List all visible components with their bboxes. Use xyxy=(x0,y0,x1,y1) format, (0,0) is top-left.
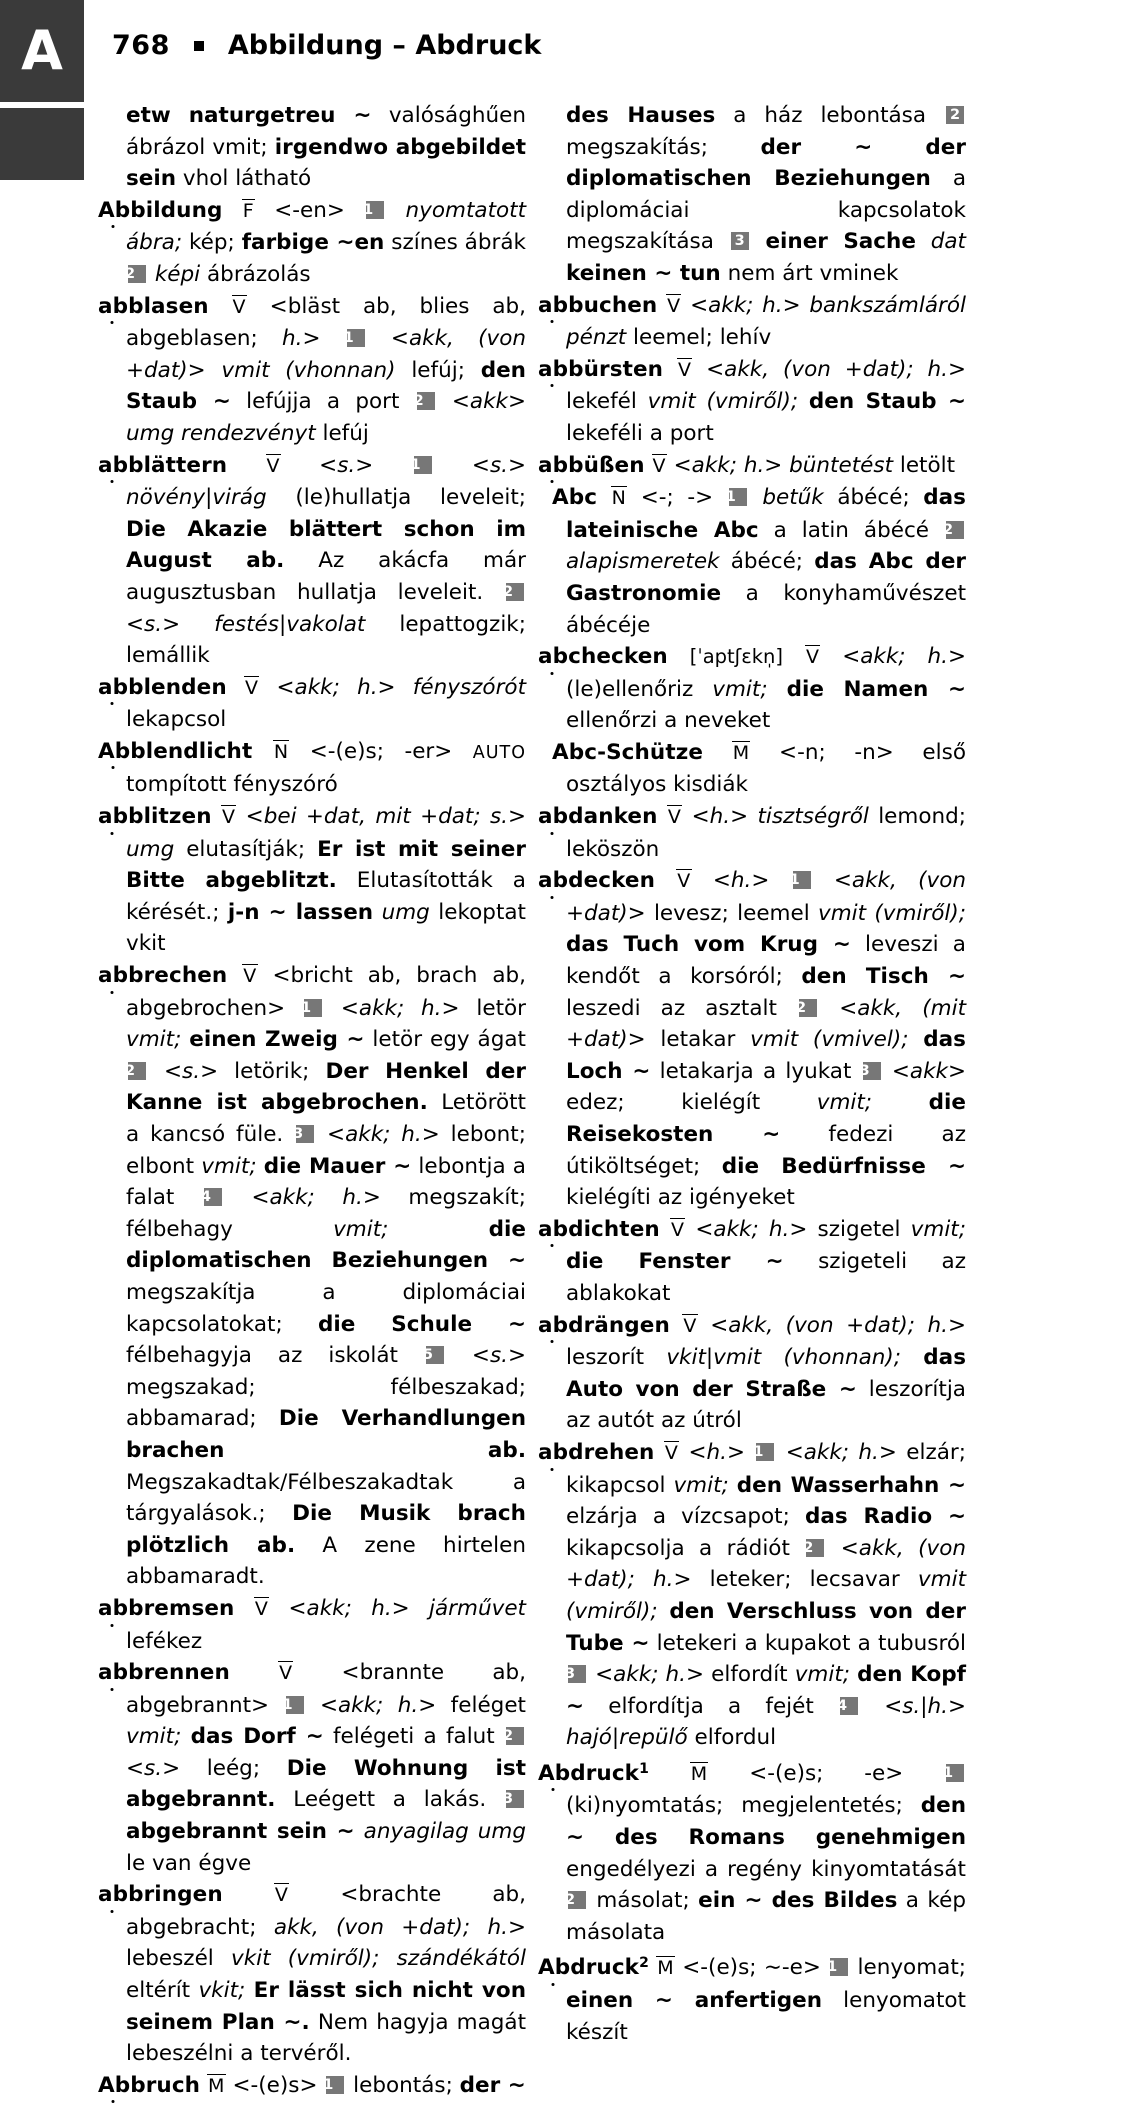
running-head xyxy=(112,30,1104,61)
dictionary-entry: abbürsten V <akk, (von +dat); h.> lekefél vmit (vmiről); den Staub ~ lekeféli a port xyxy=(538,356,966,446)
dictionary-entry: Abbruch M <-(e)s> 1 lebontás; der ~ xyxy=(112,2070,526,2103)
left-column xyxy=(98,100,527,2102)
dictionary-entry: abblasen V <bläst ab, blies ab, abgeblasen; h.> 1 <akk, (von +dat)> vmit (vhonnan) lefúj; den Staub ~ lefújja a port 2 <akk> umg rendezvényt lefúj xyxy=(98,293,526,446)
dictionary-entry: Abdruck$^1$ M <-(e)s; -e> 1 (ki)nyomtatás; megjelentetés; den ~ des Romans genehmigen engedélyezi a regény kinyomtatását 2 másolat; ein ~ des Bildes a kép másolata xyxy=(552,1754,966,1949)
right-column xyxy=(538,100,967,2102)
dictionary-entry: abchecken [ˈaptʃɛkn̩] V <akk; h.> (le)ellenőriz vmit; die Namen ~ ellenőrzi a neveket xyxy=(538,644,967,734)
dictionary-entry: abdrehen V <h.> 1 <akk; h.> elzár; kikapcsol vmit; den Wasserhahn ~ elzárja a vízcsapot; das Radio ~ kikapcsolja a rádiót 2 <akk, (von +dat); h.> leteker; lecsavar vmit (vmiről); den Verschluss von der Tube ~ letekeri a kupakot a tubusról 3 <akk; h.> elfordít vmit; den Kopf ~ elfordítja a fejét 4 <s.|h.> hajó|repülő elfordul xyxy=(538,1439,966,1751)
dictionary-entry: abdanken V <h.> tisztségről lemond; leköszön xyxy=(538,804,967,862)
dictionary-entry: abbüßen V <akk; h.> büntetést letölt xyxy=(538,452,956,478)
dictionary-entry: abdichten V <akk; h.> szigetel vmit; die Fenster ~ szigeteli az ablakokat xyxy=(538,1216,966,1306)
dictionary-entry: abbuchen V <akk; h.> bankszámláról pénzt leemel; lehív xyxy=(538,292,966,351)
dictionary-entry: abdecken V <h.> 1 <akk, (von +dat)> levesz; leemel vmit (vmiről); das Tuch vom Krug ~ leveszi a kendőt a korsóról; den Tisch ~ leszedi az asztalt 2 <akk, (mit +dat)> letakar vmit (vmivel); das Loch ~ letakarja a lyukat 3 <akk> edez; kielégít vmit; die Reisekosten ~ fedezi az útiköltséget; die Bedürfnisse ~ kielégíti az igényeket xyxy=(538,868,967,1211)
dictionary-entry: Abblendlicht N <-(e)s; -er> AUTO tompított fényszóró xyxy=(112,736,526,801)
dictionary-entry: Abc-Schütze M <-n; -n> első osztályos kisdiák xyxy=(552,739,966,798)
thumb-index-bar xyxy=(0,108,84,180)
dictionary-entry: abbremsen V <akk; h.> járművet lefékez xyxy=(98,1595,526,1654)
dictionary-entry: abdrängen V <akk, (von +dat); h.> leszorít vkit|vmit (vhonnan); das Auto von der Straße ~ leszorítja az autót az útról xyxy=(538,1312,966,1434)
dictionary-entry: Abbildung F <-en> 1 nyomtatott ábra; kép; farbige ~en színes ábrák 2 képi ábrázolás xyxy=(112,195,526,291)
dictionary-entry: Abdruck$^2$ M <-(e)s; ∼-e> 1 lenyomat; einen ~ anfertigen lenyomatot készít xyxy=(552,1948,966,2048)
dictionary-body xyxy=(98,100,1112,2102)
dictionary-entry: Abc N <-; -> 1 betűk ábécé; das lateinische Abc a latin ábécé 2 alapismeretek ábécé; das Abc der Gastronomie a konyhaművészet ábécéje xyxy=(552,485,966,638)
page-number: 768 xyxy=(112,30,170,61)
thumb-index-letter: A xyxy=(0,0,84,102)
dictionary-entry: abbringen V <brachte ab, abgebracht; akk, (von +dat); h.> lebeszél vkit (vmiről); szándékától eltérít vkit; Er lässt sich nicht von seinem Plan ~. Nem hagyja magát lebeszélni a tervéről. xyxy=(98,1882,526,2067)
entry-continuation: des Hauses a ház lebontása 2 megszakítás; der ~ der diplomatischen Beziehungen a diplomáciai kapcsolatok megszakítása 3 einer Sache dat keinen ~ tun nem árt vminek xyxy=(566,103,966,286)
header-separator-dot xyxy=(194,41,204,51)
dictionary-entry: abblenden V <akk; h.> fényszórót lekapcsol xyxy=(98,674,527,733)
dictionary-entry: abbrechen V <bricht ab, brach ab, abgebrochen> 1 <akk; h.> letör vmit; einen Zweig ~ letör egy ágat 2 <s.> letörik; Der Henkel der Kanne ist abgebrochen. Letörött a kancsó füle. 3 <akk; h.> lebont; elbont vmit; die Mauer ~ lebontja a falat 4 <akk; h.> megszakít; félbehagy vmit; die diplomatischen Beziehungen ~ megszakítja a diplomáciai kapcsolatokat; die Schule ~ félbehagyja az iskolát 5 <s.> megszakad; félbeszakad; abbamarad; Die Verhandlungen brachen ab. Megszakadtak/Félbeszakadtak a tárgyalások.; Die Musik brach plötzlich ab. A zene hirtelen abbamaradt. xyxy=(98,963,526,1590)
entry-continuation: etw naturgetreu ~ valósághűen ábrázol vmit; irgendwo abgebildet sein vhol látható xyxy=(126,103,526,192)
dictionary-entry: abblättern V <s.> 1 <s.> növény|virág (le)hullatja leveleit; Die Akazie blättert schon im August ab. Az akácfa már augusztusban hullatja leveleit. 2 <s.> festés|vakolat lepattogzik; lemállik xyxy=(98,452,526,669)
dictionary-entry: abbrennen V <brannte ab, abgebrannt> 1 <akk; h.> feléget vmit; das Dorf ~ felégeti a falut 2 <s.> leég; Die Wohnung ist abgebrannt. Leégett a lakás. 3 abgebrannt sein ~ anyagilag umg le van égve xyxy=(98,1660,526,1876)
dictionary-entry: abblitzen V <bei +dat, mit +dat; s.> umg elutasítják; Er ist mit seiner Bitte abgeblitzt. Elutasították a kérését.; j-n ~ lassen umg lekoptat vkit xyxy=(98,804,526,957)
page-title: Abbildung – Abdruck xyxy=(227,30,542,61)
